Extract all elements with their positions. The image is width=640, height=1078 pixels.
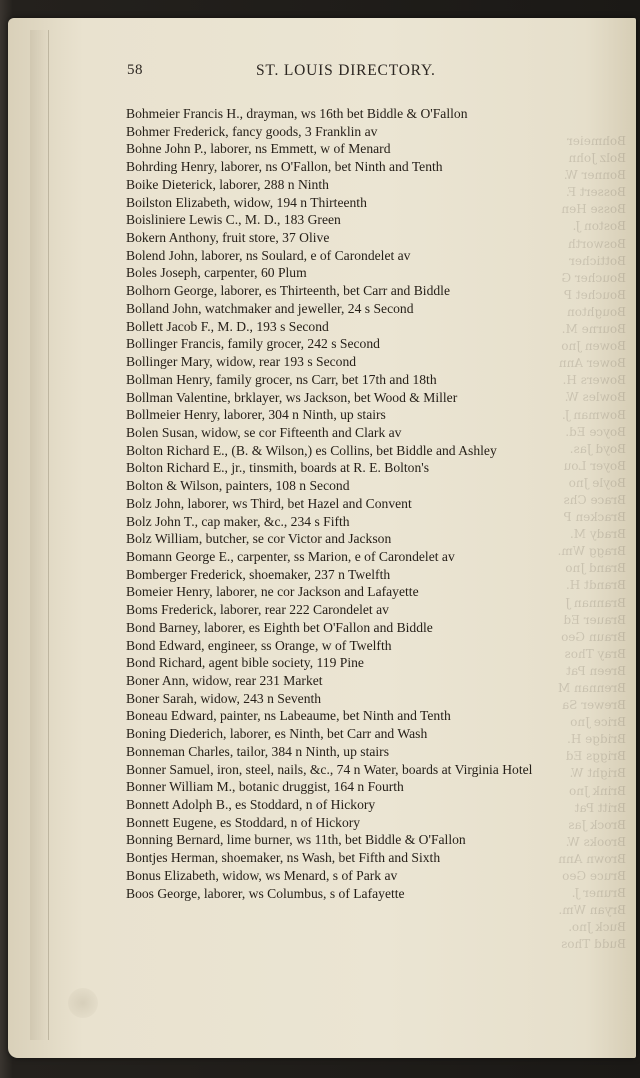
directory-entry: Bohmeier Francis H., drayman, ws 16th bet Biddle & O'Fallon bbox=[126, 106, 468, 121]
directory-entry: Bond Edward, engineer, ss Orange, w of Twelfth bbox=[126, 637, 392, 653]
page-number: 58 bbox=[127, 62, 143, 78]
directory-entry: Bollmeier Henry, laborer, 304 n Ninth, up stairs bbox=[126, 407, 386, 423]
directory-entry: Bond Barney, laborer, es Eighth bet O'Fallon and Biddle bbox=[126, 619, 433, 635]
paper-stain bbox=[68, 988, 98, 1018]
directory-entry: Bonnett Eugene, es Stoddard, n of Hickory bbox=[126, 814, 361, 830]
directory-entry: Bolz William, butcher, se cor Victor and Jackson bbox=[126, 531, 392, 547]
directory-entry: Boneau Edward, painter, ns Labeaume, bet Ninth and Tenth bbox=[126, 708, 451, 724]
directory-entry: Bolz John T., cap maker, &c., 234 s Fifth bbox=[126, 513, 350, 529]
running-head-title: ST. LOUIS DIRECTORY. bbox=[256, 62, 436, 79]
directory-entry: Boisliniere Lewis C., M. D., 183 Green bbox=[126, 212, 341, 228]
directory-entry: Bolhorn George, laborer, es Thirteenth, bet Carr and Biddle bbox=[126, 283, 450, 299]
directory-entry: Bonnett Adolph B., es Stoddard, n of Hickory bbox=[126, 797, 376, 813]
directory-entry: Boms Frederick, laborer, rear 222 Carondelet av bbox=[126, 602, 389, 618]
directory-entry: Bonus Elizabeth, widow, ws Menard, s of Park av bbox=[126, 867, 398, 883]
directory-entry: Bolland John, watchmaker and jeweller, 24 s Second bbox=[126, 300, 414, 316]
directory-entry: Bohrding Henry, laborer, ns O'Fallon, bet Ninth and Tenth bbox=[126, 159, 443, 175]
directory-entry: Bomeier Henry, laborer, ne cor Jackson and Lafayette bbox=[126, 584, 419, 600]
binding-gutter bbox=[30, 30, 49, 1040]
directory-entry: Boles Joseph, carpenter, 60 Plum bbox=[126, 265, 307, 281]
directory-entry: Bomann George E., carpenter, ss Marion, e of Carondelet av bbox=[126, 548, 455, 564]
directory-entry: Boilston Elizabeth, widow, 194 n Thirteenth bbox=[126, 194, 367, 210]
directory-entry: Bond Richard, agent bible society, 119 Pine bbox=[126, 655, 364, 671]
page-header bbox=[8, 62, 636, 86]
show-through-text: Bohmeier Bolz John Bonner W. Bossert F. Bosse Hen Boston J. Bosworth Botticher Boucher G Bouchet P Boughton Bourne M. Bowen Jno Bower Ann Bowers H. Bowles W. Bowman J. Boyce Ed. Boyd Jas. Boyer Lou Boyle Jno Brace Chs Bracken P Brady M. Bragg Wm. Brand Jno Brandt H. Brannan J Brauer Ed Braun Geo Bray Thos Breen Pat Brennan M Brewer Sa Brice Jno Bridge H. Briggs Ed Bright W. Brink Jno Britt Pat Brock Jas Brooks W. Brown Ann Bruce Geo Bruner J. Bryan Wm. Buck Jno. Budd Thos bbox=[557, 134, 626, 952]
directory-entry: Bokern Anthony, fruit store, 37 Olive bbox=[126, 230, 330, 246]
directory-entry: Boner Sarah, widow, 243 n Seventh bbox=[126, 690, 322, 706]
directory-entry: Bonning Bernard, lime burner, ws 11th, bet Biddle & O'Fallon bbox=[126, 832, 466, 848]
directory-entry: Boning Diederich, laborer, es Ninth, bet Carr and Wash bbox=[126, 726, 428, 742]
directory-entry: Bollinger Mary, widow, rear 193 s Second bbox=[126, 354, 357, 370]
directory-entry: Boike Dieterick, laborer, 288 n Ninth bbox=[126, 176, 329, 192]
directory-entry: Bolton Richard E., (B. & Wilson,) es Collins, bet Biddle and Ashley bbox=[126, 442, 497, 458]
directory-entry: Bohmer Frederick, fancy goods, 3 Franklin av bbox=[126, 123, 378, 139]
directory-entry: Bollman Valentine, brklayer, ws Jackson, bet Wood & Miller bbox=[126, 389, 458, 405]
directory-entry: Bonneman Charles, tailor, 384 n Ninth, up stairs bbox=[126, 743, 389, 759]
directory-entry: Bolton Richard E., jr., tinsmith, boards at R. E. Bolton's bbox=[126, 460, 430, 476]
directory-entries bbox=[126, 105, 588, 902]
directory-entry: Bolz John, laborer, ws Third, bet Hazel and Convent bbox=[126, 495, 412, 511]
directory-entry: Bolton & Wilson, painters, 108 n Second bbox=[126, 478, 350, 494]
directory-entry: Bohne John P., laborer, ns Emmett, w of Menard bbox=[126, 141, 391, 157]
directory-entry: Bontjes Herman, shoemaker, ns Wash, bet Fifth and Sixth bbox=[126, 850, 441, 866]
directory-entry: Bollman Henry, family grocer, ns Carr, bet 17th and 18th bbox=[126, 371, 437, 387]
directory-entry: Boos George, laborer, ws Columbus, s of Lafayette bbox=[126, 885, 405, 901]
directory-page bbox=[8, 18, 636, 1058]
directory-entry: Bolend John, laborer, ns Soulard, e of Carondelet av bbox=[126, 247, 411, 263]
directory-entry: Bomberger Frederick, shoemaker, 237 n Twelfth bbox=[126, 566, 391, 582]
directory-entry: Bonner William M., botanic druggist, 164 n Fourth bbox=[126, 779, 404, 795]
directory-entry: Bonner Samuel, iron, steel, nails, &c., 74 n Water, boards at Virginia Hotel bbox=[126, 761, 533, 777]
directory-entry: Bollett Jacob F., M. D., 193 s Second bbox=[126, 318, 329, 334]
directory-entry: Bollinger Francis, family grocer, 242 s Second bbox=[126, 336, 380, 352]
directory-entry: Bolen Susan, widow, se cor Fifteenth and Clark av bbox=[126, 424, 402, 440]
directory-entry: Boner Ann, widow, rear 231 Market bbox=[126, 673, 323, 688]
